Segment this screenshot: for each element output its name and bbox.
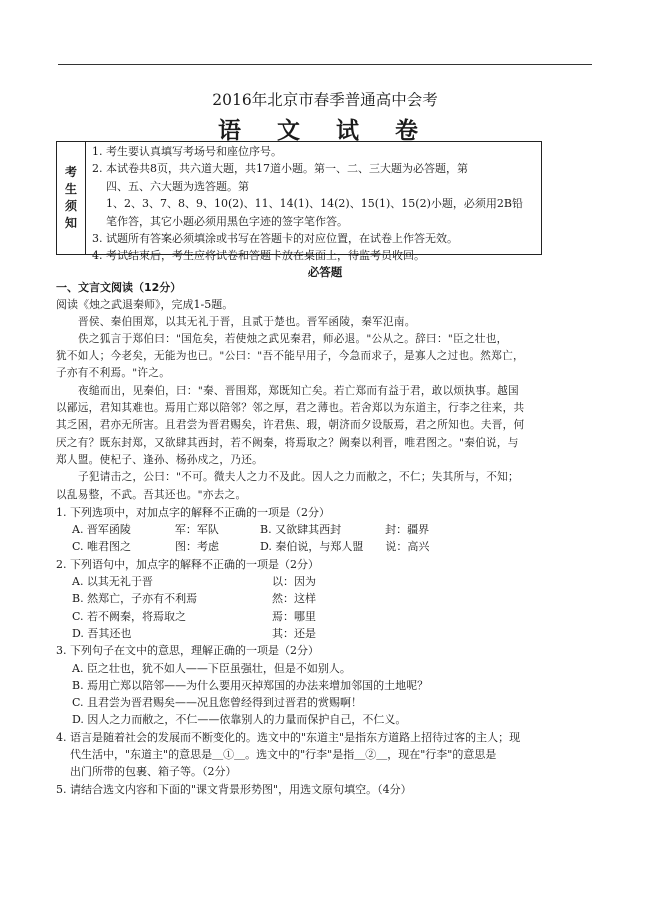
notice-line: 笔作答，其它小题必须用黑色字迹的签字笔作答。 [106, 214, 348, 228]
option-gloss: 然：这样 [272, 592, 316, 606]
notice-label-char: 生 [64, 182, 77, 196]
question-2-option [56, 573, 596, 590]
passage-line: 晋侯、秦伯围郑，以其无礼于晋，且贰于楚也。晋军函陵，秦军氾南。 [78, 315, 416, 328]
passage-line: 厌之有？既东封郑，又欲肆其西封，若不阙秦，将焉取之？阙秦以利晋，唯君图之。"秦伯说，与 [56, 436, 519, 449]
question-4-line: 代生活中，"东道主"的意思是＿①＿。选文中的"行李"是指＿②＿，现在"行李"的意思是 [70, 748, 497, 762]
option: C. 唯君图之 图：考虑 [72, 540, 220, 554]
question-2-option [56, 590, 596, 607]
question-2-option [56, 608, 596, 625]
question-3-option: B. 焉用亡郑以陪邻——为什么要用灭掉郑国的办法来增加邻国的土地呢？ [72, 678, 429, 692]
question-3-stem: 3. 下列句子在文中的意思，理解正确的一项是（2分） [56, 644, 319, 658]
notice-label-char: 须 [64, 199, 77, 213]
option-gloss: 以：因为 [272, 575, 316, 589]
top-rule [58, 64, 592, 65]
option-gloss: 焉：哪里 [272, 609, 316, 623]
notice-label-char: 考 [64, 165, 77, 179]
question-3-option: D. 因人之力而敝之，不仁——依靠别人的力量而保护自己，不仁义。 [72, 713, 407, 727]
notice-label-char: 知 [64, 216, 77, 230]
exam-subtitle: 语 文 试 卷 [217, 118, 433, 144]
option: D. 秦伯说，与郑人盟 说：高兴 [260, 540, 430, 554]
passage-line: 犹不如人；今老矣，无能为也已。"公曰："吾不能早用子，今急而求子，是寡人之过也。然郑亡， [56, 350, 524, 363]
part-heading: 一、文言文阅读（12分） [56, 281, 182, 294]
question-1-stem: 1. 下列选项中，对加点字的解释不正确的一项是（2分） [56, 505, 330, 519]
exam-title: 2016年北京市春季普通高中会考 [212, 91, 438, 109]
question-2-option [56, 625, 596, 642]
passage-line: 子犯请击之，公曰："不可。微夫人之力不及此。因人之力而敝之，不仁；失其所与，不知； [78, 471, 519, 484]
passage-line: 佚之狐言于郑伯曰："国危矣，若使烛之武见秦君，师必退。"公从之。辞曰："臣之壮也， [78, 332, 508, 345]
question-1-options [56, 538, 596, 555]
passage-line: 郑人盟。使杞子、逢孙、杨孙戍之，乃还。 [56, 453, 263, 466]
question-1-options [56, 521, 596, 538]
section-title: 必答题 [307, 265, 343, 279]
question-4-line: 出门所带的包裹、箱子等。（2分） [70, 765, 237, 779]
notice-line: 四、五、六大题为选答题。第 [106, 179, 249, 193]
question-2-stem: 2. 下列语句中，加点字的解释不正确的一项是（2分） [56, 557, 319, 571]
option-sentence: C. 若不阙秦，将焉取之 [72, 609, 187, 623]
option-sentence: A. 以其无礼于晋 [72, 575, 153, 589]
question-3-option: A. 臣之壮也，犹不如人——下臣虽强壮，但是不如别人。 [72, 661, 351, 675]
option-gloss: 其：还是 [272, 626, 316, 640]
passage-line: 以鄙远，君知其难也。焉用亡郑以陪邻？邻之厚，君之薄也。若舍郑以为东道主，行李之往来，共 [56, 402, 525, 415]
reading-instruction: 阅读《烛之武退秦师》，完成1-5题。 [56, 298, 234, 312]
option: A. 晋军函陵 军：军队 [72, 523, 219, 537]
notice-label [57, 142, 86, 254]
question-5-stem: 5. 请结合选文内容和下面的"课文背景形势图"，用选文原句填空。（4分） [56, 782, 412, 796]
question-4-line: 4. 语言是随着社会的发展而不断变化的。选文中的"东道主"是指东方道路上招待过客的主人；现 [56, 730, 521, 744]
passage-line: 以乱易整，不武。吾其还也。"亦去之。 [56, 488, 247, 501]
notice-line: 1. 考生要认真填写考场号和座位序号。 [92, 145, 282, 158]
candidate-notice-box [56, 141, 542, 263]
question-3-option: C. 且君尝为晋君赐矣——况且您曾经得到过晋君的赏赐啊！ [72, 696, 363, 710]
notice-body [86, 142, 541, 263]
option: B. 又欲肆其西封 封：疆界 [260, 523, 430, 537]
notice-line: 3. 试题所有答案必须填涂或书写在答题卡的对应位置，在试卷上作答无效。 [92, 232, 458, 246]
notice-line: 1、2、3、7、8、9、10(2)、11、14(1)、14(2)、15(1)、15(2)小题，必须用2B铅 [106, 197, 523, 211]
notice-line: 4. 考试结束后，考生应将试卷和答题卡放在桌面上，待监考员收回。 [92, 249, 425, 263]
notice-line: 2. 本试卷共8页，共六道大题，共17道小题。第一、二、三大题为必答题，第 [92, 162, 468, 176]
option-sentence: B. 然郑亡，子亦有不利焉 [72, 592, 198, 606]
passage-line: 其乏困，君亦无所害。且君尝为晋君赐矣，许君焦、瑕，朝济而夕设版焉，君之所知也。夫晋，何 [56, 419, 525, 432]
passage-line: 夜缒而出，见秦伯，曰："秦、晋围郑，郑既知亡矣。若亡郑而有益于君，敢以烦执事。越国 [78, 384, 519, 397]
passage-line: 子亦有不利焉。"许之。 [56, 367, 171, 380]
exam-content [56, 279, 596, 798]
option-sentence: D. 吾其还也 [72, 626, 132, 640]
